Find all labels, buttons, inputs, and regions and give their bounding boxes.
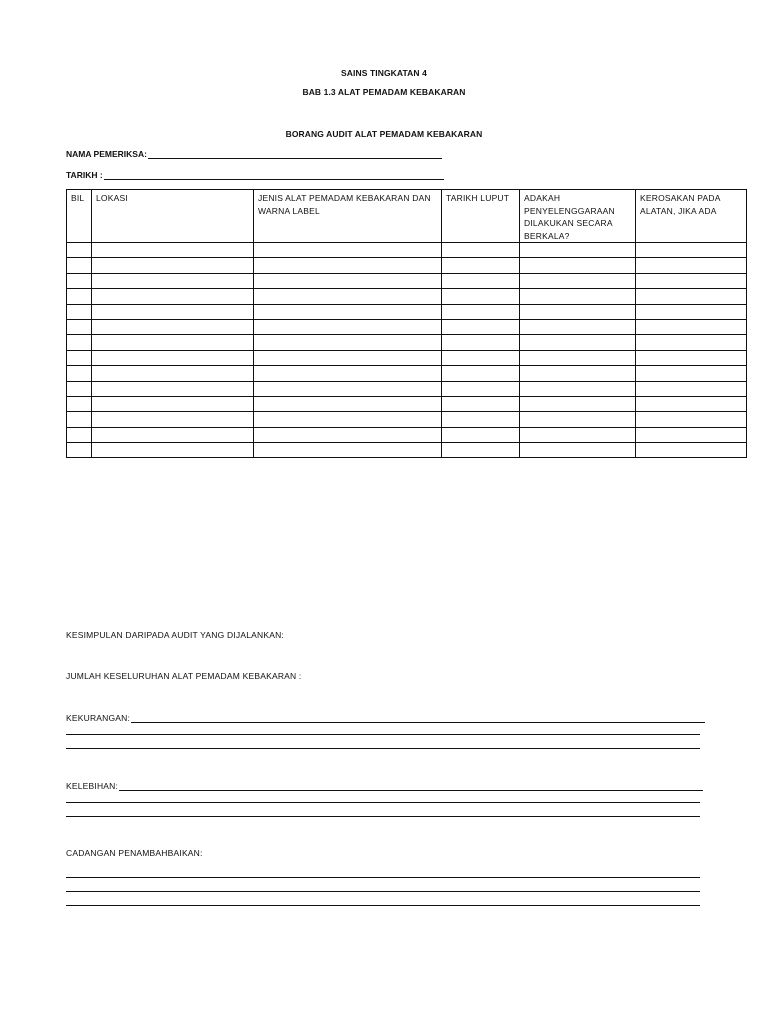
weakness-blank-line[interactable] xyxy=(131,713,705,723)
suggestion-label: CADANGAN PENAMBAHBAIKAN: xyxy=(66,848,203,858)
table-row xyxy=(67,350,747,365)
table-cell[interactable] xyxy=(254,243,442,258)
table-cell[interactable] xyxy=(520,350,636,365)
table-cell[interactable] xyxy=(442,350,520,365)
table-cell[interactable] xyxy=(442,335,520,350)
table-cell[interactable] xyxy=(636,258,747,273)
examiner-label: NAMA PEMERIKSA: xyxy=(66,149,147,159)
table-cell[interactable] xyxy=(254,350,442,365)
table-cell[interactable] xyxy=(67,412,92,427)
table-row xyxy=(67,273,747,288)
table-cell[interactable] xyxy=(67,366,92,381)
table-row xyxy=(67,396,747,411)
table-row xyxy=(67,427,747,442)
subject-title: SAINS TINGKATAN 4 xyxy=(341,68,427,78)
examiner-field[interactable] xyxy=(66,149,442,159)
table-cell[interactable] xyxy=(92,335,254,350)
strength-field[interactable] xyxy=(66,781,703,791)
table-cell[interactable] xyxy=(520,427,636,442)
table-cell[interactable] xyxy=(92,381,254,396)
table-cell[interactable] xyxy=(254,366,442,381)
table-cell[interactable] xyxy=(67,273,92,288)
table-cell[interactable] xyxy=(92,258,254,273)
table-cell[interactable] xyxy=(92,350,254,365)
strength-blank-line[interactable] xyxy=(119,781,703,791)
table-cell[interactable] xyxy=(254,443,442,458)
conclusion-title: KESIMPULAN DARIPADA AUDIT YANG DIJALANKAN: xyxy=(66,630,284,640)
table-cell[interactable] xyxy=(92,273,254,288)
audit-table xyxy=(66,189,747,458)
table-cell[interactable] xyxy=(636,243,747,258)
examiner-blank-line[interactable] xyxy=(148,149,442,159)
weakness-blank-line[interactable] xyxy=(66,748,700,749)
table-cell[interactable] xyxy=(520,304,636,319)
table-cell[interactable] xyxy=(254,335,442,350)
table-cell[interactable] xyxy=(442,366,520,381)
table-cell[interactable] xyxy=(442,273,520,288)
table-cell[interactable] xyxy=(92,427,254,442)
column-header-bil: BIL xyxy=(67,190,92,243)
table-cell[interactable] xyxy=(67,396,92,411)
table-cell[interactable] xyxy=(636,273,747,288)
date-field[interactable] xyxy=(66,170,444,180)
suggestion-blank-line[interactable] xyxy=(66,905,700,906)
table-cell[interactable] xyxy=(520,412,636,427)
table-cell[interactable] xyxy=(442,289,520,304)
table-row xyxy=(67,319,747,334)
table-cell[interactable] xyxy=(520,396,636,411)
table-cell[interactable] xyxy=(442,243,520,258)
table-cell[interactable] xyxy=(92,289,254,304)
table-cell[interactable] xyxy=(636,319,747,334)
table-cell[interactable] xyxy=(92,443,254,458)
table-header-row xyxy=(67,190,747,243)
table-cell[interactable] xyxy=(67,335,92,350)
suggestion-blank-line[interactable] xyxy=(66,877,700,878)
table-cell[interactable] xyxy=(67,243,92,258)
table-cell[interactable] xyxy=(520,243,636,258)
table-row xyxy=(67,258,747,273)
total-label: JUMLAH KESELURUHAN ALAT PEMADAM KEBAKARAN : xyxy=(66,671,302,681)
table-row xyxy=(67,289,747,304)
table-cell[interactable] xyxy=(254,319,442,334)
strength-label: KELEBIHAN: xyxy=(66,781,119,791)
form-title: BORANG AUDIT ALAT PEMADAM KEBAKARAN xyxy=(285,129,483,139)
table-cell[interactable] xyxy=(67,350,92,365)
table-cell[interactable] xyxy=(636,427,747,442)
table-cell[interactable] xyxy=(92,412,254,427)
column-header-penyelenggaraan: ADAKAH PENYELENGGARAAN DILAKUKAN SECARA BERKALA? xyxy=(520,190,636,243)
table-cell[interactable] xyxy=(636,304,747,319)
table-cell[interactable] xyxy=(636,289,747,304)
table-row xyxy=(67,381,747,396)
column-header-lokasi: LOKASI xyxy=(92,190,254,243)
table-row xyxy=(67,443,747,458)
chapter-title: BAB 1.3 ALAT PEMADAM KEBAKARAN xyxy=(302,87,466,97)
table-cell[interactable] xyxy=(442,381,520,396)
table-cell[interactable] xyxy=(67,289,92,304)
table-cell[interactable] xyxy=(67,304,92,319)
table-cell[interactable] xyxy=(92,396,254,411)
column-header-jenis: JENIS ALAT PEMADAM KEBAKARAN DAN WARNA LABEL xyxy=(254,190,442,243)
table-cell[interactable] xyxy=(67,319,92,334)
table-cell[interactable] xyxy=(442,396,520,411)
table-cell[interactable] xyxy=(636,443,747,458)
table-cell[interactable] xyxy=(254,304,442,319)
date-blank-line[interactable] xyxy=(104,170,444,180)
weakness-field[interactable] xyxy=(66,713,705,723)
table-cell[interactable] xyxy=(636,366,747,381)
table-cell[interactable] xyxy=(254,258,442,273)
date-label: TARIKH : xyxy=(66,170,103,180)
table-cell[interactable] xyxy=(636,396,747,411)
table-cell[interactable] xyxy=(520,443,636,458)
table-cell[interactable] xyxy=(520,381,636,396)
table-cell[interactable] xyxy=(520,335,636,350)
table-cell[interactable] xyxy=(442,304,520,319)
table-row xyxy=(67,412,747,427)
table-cell[interactable] xyxy=(254,273,442,288)
table-cell[interactable] xyxy=(254,289,442,304)
table-cell[interactable] xyxy=(636,335,747,350)
column-header-kerosakan: KEROSAKAN PADA ALATAN, JIKA ADA xyxy=(636,190,747,243)
table-cell[interactable] xyxy=(520,289,636,304)
table-cell[interactable] xyxy=(92,319,254,334)
table-cell[interactable] xyxy=(442,258,520,273)
table-cell[interactable] xyxy=(92,366,254,381)
table-cell[interactable] xyxy=(254,381,442,396)
table-cell[interactable] xyxy=(254,412,442,427)
table-cell[interactable] xyxy=(254,427,442,442)
table-cell[interactable] xyxy=(636,350,747,365)
strength-blank-line[interactable] xyxy=(66,802,700,803)
weakness-label: KEKURANGAN: xyxy=(66,713,131,723)
table-cell[interactable] xyxy=(442,412,520,427)
column-header-tarikh-luput: TARIKH LUPUT xyxy=(442,190,520,243)
table-row xyxy=(67,243,747,258)
table-cell[interactable] xyxy=(67,443,92,458)
audit-table-body xyxy=(67,243,747,458)
table-cell[interactable] xyxy=(520,258,636,273)
table-cell[interactable] xyxy=(67,258,92,273)
table-cell[interactable] xyxy=(92,304,254,319)
table-cell[interactable] xyxy=(520,273,636,288)
table-row xyxy=(67,335,747,350)
strength-blank-line[interactable] xyxy=(66,816,700,817)
table-cell[interactable] xyxy=(442,319,520,334)
table-cell[interactable] xyxy=(92,243,254,258)
table-cell[interactable] xyxy=(636,412,747,427)
table-cell[interactable] xyxy=(254,396,442,411)
table-cell[interactable] xyxy=(67,427,92,442)
table-row xyxy=(67,304,747,319)
table-cell[interactable] xyxy=(67,381,92,396)
suggestion-blank-line[interactable] xyxy=(66,891,700,892)
table-cell[interactable] xyxy=(442,443,520,458)
table-cell[interactable] xyxy=(636,381,747,396)
table-row xyxy=(67,366,747,381)
table-cell[interactable] xyxy=(520,319,636,334)
weakness-blank-line[interactable] xyxy=(66,734,700,735)
table-cell[interactable] xyxy=(520,366,636,381)
table-cell[interactable] xyxy=(442,427,520,442)
